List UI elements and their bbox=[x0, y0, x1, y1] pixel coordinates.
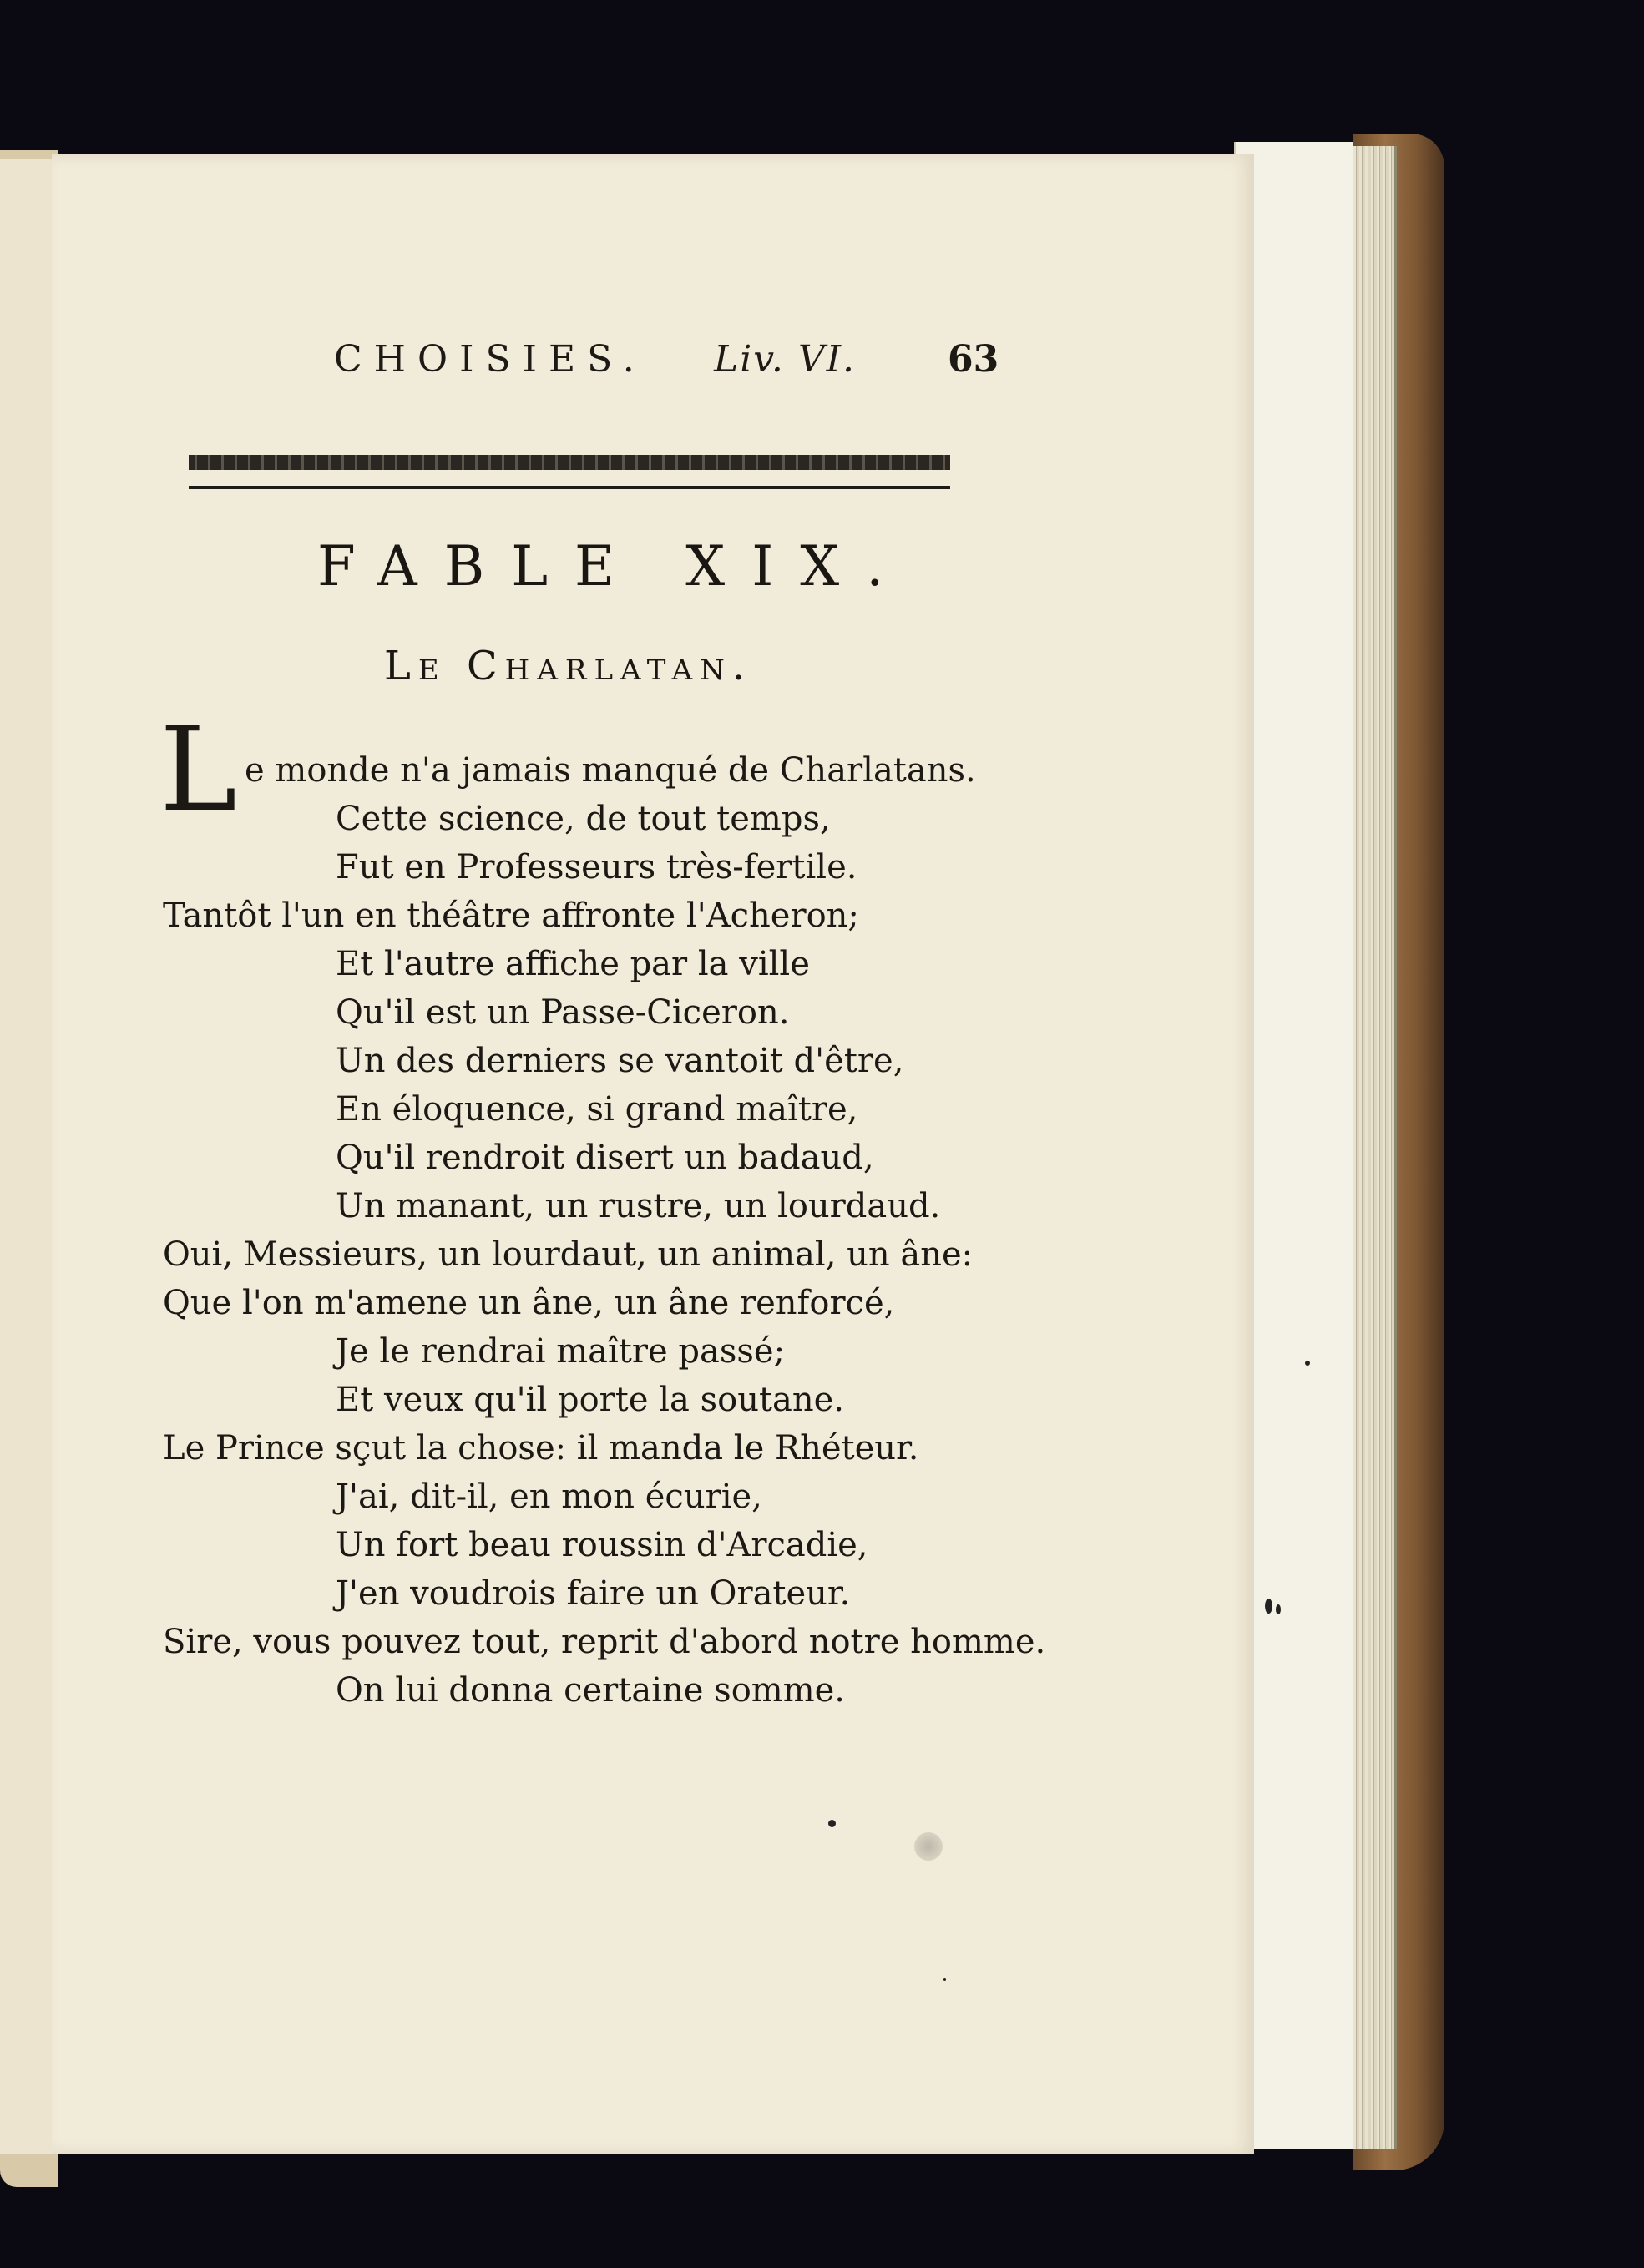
verse-line: J'ai, dit-il, en mon écurie, bbox=[336, 1477, 762, 1516]
verse-line: Sire, vous pouvez tout, reprit d'abord notre homme. bbox=[163, 1623, 1046, 1661]
verse-line: Cette science, de tout temps, bbox=[336, 800, 831, 838]
verse-line: Le Prince sçut la chose: il manda le Rhéteur. bbox=[163, 1429, 919, 1467]
paper-blemish bbox=[914, 1832, 943, 1861]
verse-line: Qu'il rendroit disert un badaud, bbox=[336, 1139, 874, 1177]
fable-title: FABLE XIX. bbox=[317, 534, 911, 599]
verse-line: Un manant, un rustre, un lourdaud. bbox=[336, 1187, 941, 1225]
verse-line: Que l'on m'amene un âne, un âne renforcé, bbox=[163, 1284, 895, 1322]
verse-line-text: e monde n'a jamais manqué de Charlatans. bbox=[245, 751, 976, 790]
ornamental-rule bbox=[189, 455, 950, 470]
verse-line: Un fort beau roussin d'Arcadie, bbox=[336, 1526, 868, 1564]
drop-cap: L bbox=[159, 702, 237, 838]
verse-line: Tantôt l'un en théâtre affronte l'Acheron; bbox=[163, 897, 859, 935]
fable-subtitle: Le Charlatan. bbox=[384, 643, 753, 689]
running-head bbox=[334, 338, 1002, 397]
verse-line: Oui, Messieurs, un lourdaut, un animal, un âne: bbox=[163, 1235, 974, 1274]
verse-line: On lui donna certaine somme. bbox=[336, 1671, 846, 1710]
verse-line: Un des derniers se vantoit d'être, bbox=[336, 1042, 904, 1080]
page-number: 63 bbox=[948, 338, 999, 381]
verse-line: Et veux qu'il porte la soutane. bbox=[336, 1381, 845, 1419]
thin-rule bbox=[189, 486, 950, 489]
verse-line: Je le rendrai maître passé; bbox=[336, 1332, 786, 1371]
verse-line: Qu'il est un Passe-Ciceron. bbox=[336, 993, 790, 1032]
verse-line: Et l'autre affiche par la ville bbox=[336, 945, 810, 983]
left-page-edge bbox=[0, 159, 53, 2154]
verse-line: En éloquence, si grand maître, bbox=[336, 1090, 858, 1129]
running-title: CHOISIES. bbox=[334, 338, 646, 381]
verse-line: J'en voudrois faire un Orateur. bbox=[336, 1574, 851, 1613]
book-reference: Liv. VI. bbox=[714, 338, 857, 381]
verse-line: Fut en Professeurs très-fertile. bbox=[336, 848, 857, 886]
